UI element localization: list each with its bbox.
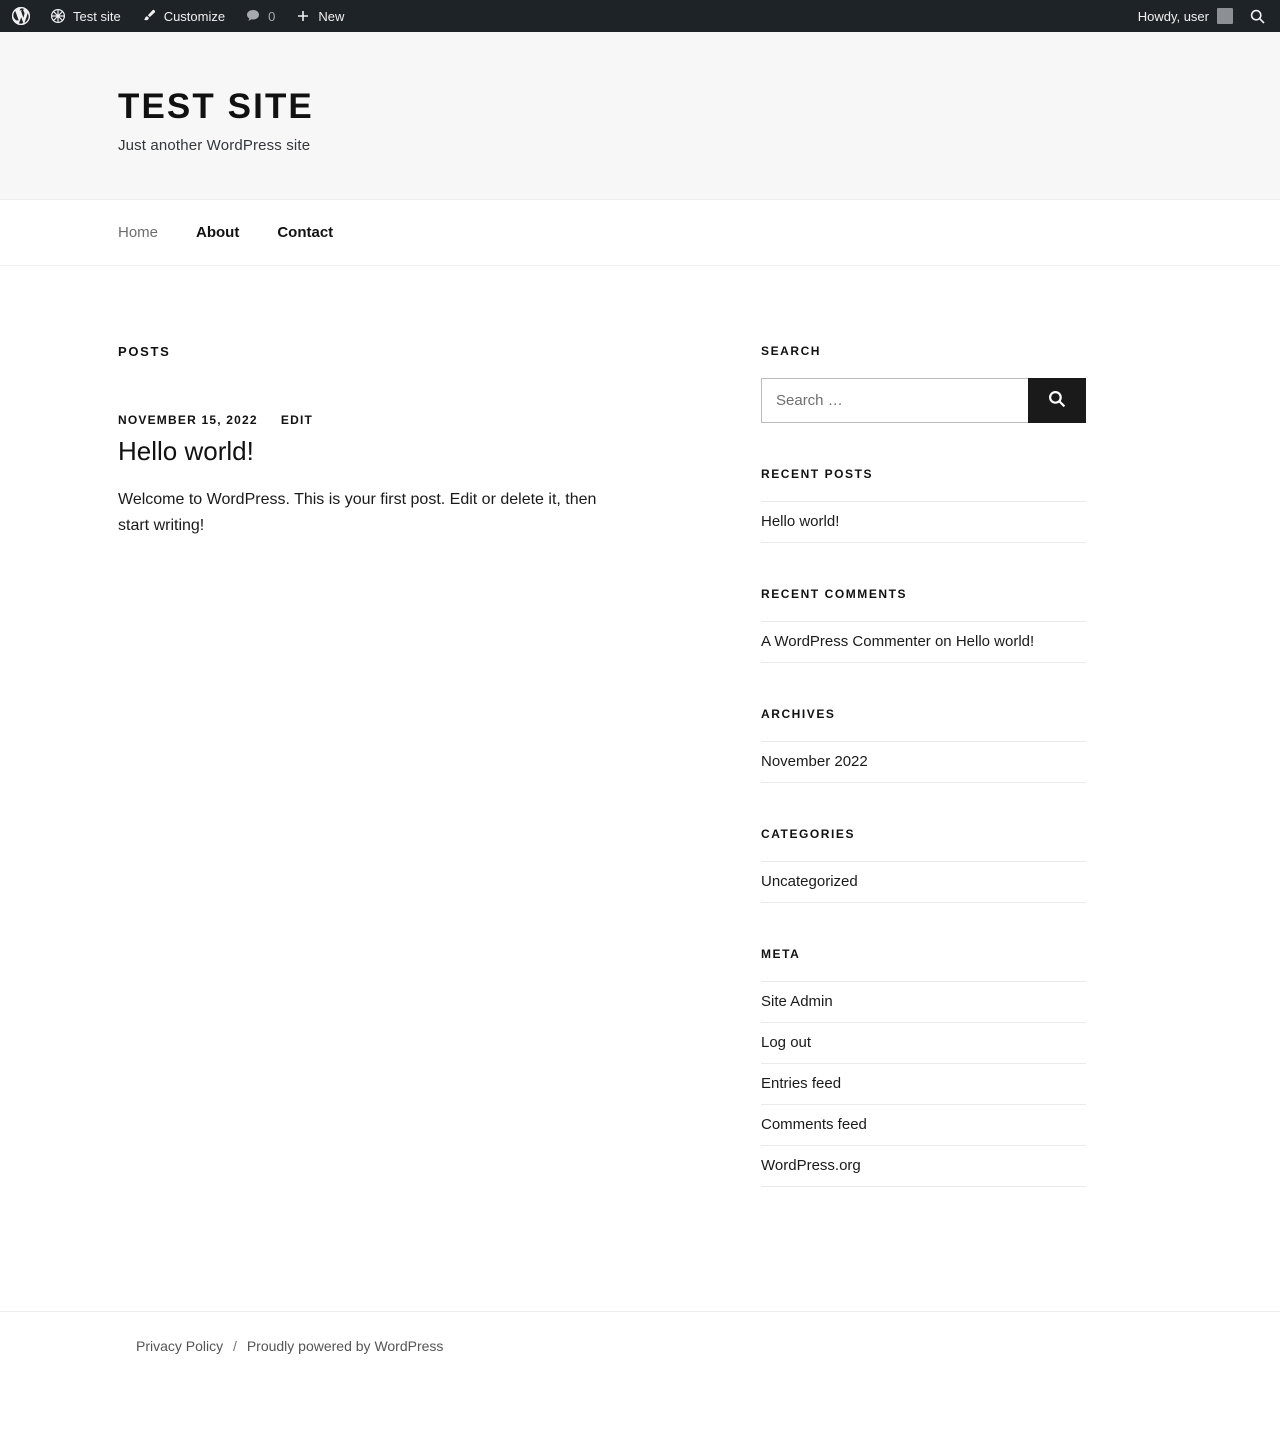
footer-credits — [118, 1338, 1162, 1354]
admin-bar-right — [1128, 0, 1280, 32]
recent-comments-list — [761, 621, 1086, 663]
widget-recent-posts — [761, 467, 1086, 543]
list-item — [761, 501, 1086, 543]
dashboard-icon — [50, 8, 66, 24]
admin-bar-wp-logo[interactable] — [0, 0, 40, 32]
widget-archives — [761, 707, 1086, 783]
admin-bar-customize-label: Customize — [163, 8, 226, 24]
search-icon — [1249, 8, 1266, 25]
admin-bar-comment-count: 0 — [268, 8, 276, 24]
main-content — [118, 344, 698, 1231]
admin-bar-comments[interactable] — [235, 0, 285, 32]
post-meta — [118, 413, 698, 427]
post-date-link[interactable]: NOVEMBER 15, 2022 — [118, 412, 258, 427]
list-item — [761, 1064, 1086, 1105]
list-item — [761, 1023, 1086, 1064]
archive-link[interactable]: November 2022 — [761, 752, 868, 770]
page-title[interactable]: TEST SITE — [118, 87, 314, 126]
meta-link-comments-feed[interactable]: Comments feed — [761, 1115, 867, 1133]
plus-icon — [295, 8, 311, 24]
content-area — [118, 266, 1162, 1311]
meta-link-site-admin[interactable]: Site Admin — [761, 992, 833, 1010]
comment-post-link[interactable]: Hello world! — [955, 632, 1035, 650]
search-form — [761, 378, 1086, 423]
widget-archives-title: ARCHIVES — [761, 706, 836, 721]
admin-bar-customize[interactable] — [131, 0, 235, 32]
meta-list — [761, 981, 1086, 1187]
categories-list — [761, 861, 1086, 903]
meta-link-log-out[interactable]: Log out — [761, 1033, 812, 1051]
widget-recent-comments-title: RECENT COMMENTS — [761, 586, 908, 601]
category-link[interactable]: Uncategorized — [761, 872, 858, 890]
widget-recent-comments — [761, 587, 1086, 663]
primary-navigation — [0, 200, 1280, 266]
admin-bar-site-name[interactable] — [40, 0, 131, 32]
post-title[interactable]: Hello world! — [118, 435, 254, 466]
recent-post-link[interactable]: Hello world! — [761, 512, 840, 530]
widget-recent-posts-title: RECENT POSTS — [761, 466, 874, 481]
archives-list — [761, 741, 1086, 783]
widget-meta-title: META — [761, 946, 801, 961]
widget-categories — [761, 827, 1086, 903]
admin-bar-new[interactable] — [285, 0, 354, 32]
admin-bar-howdy-label: Howdy, user — [1137, 8, 1209, 24]
widget-meta — [761, 947, 1086, 1187]
post-article — [118, 413, 698, 539]
wordpress-logo-icon — [11, 6, 31, 26]
search-icon — [1047, 389, 1067, 412]
admin-bar-my-account[interactable] — [1128, 8, 1241, 24]
list-item — [761, 1105, 1086, 1146]
post-excerpt: Welcome to WordPress. This is your first post. Edit or delete it, then start writing! — [118, 491, 597, 534]
admin-bar-new-label: New — [318, 8, 345, 24]
comment-author-link[interactable]: A WordPress Commenter — [761, 632, 931, 650]
meta-link-entries-feed[interactable]: Entries feed — [761, 1074, 842, 1092]
admin-bar-site-name-label: Test site — [73, 8, 121, 24]
widget-search-title: SEARCH — [761, 343, 822, 358]
list-item — [761, 861, 1086, 903]
posts-section-heading: POSTS — [118, 343, 171, 359]
footer-separator: / — [233, 1337, 237, 1354]
post-edit-link[interactable]: EDIT — [280, 412, 314, 427]
admin-bar — [0, 0, 1280, 32]
site-header — [0, 32, 1280, 200]
admin-bar-search-button[interactable] — [1241, 8, 1280, 25]
list-item — [761, 621, 1086, 663]
sidebar — [761, 344, 1086, 1231]
search-input[interactable] — [761, 378, 1028, 423]
nav-item-about[interactable]: About — [196, 223, 240, 241]
nav-item-contact[interactable]: Contact — [277, 223, 334, 241]
list-item — [761, 981, 1086, 1023]
avatar-icon — [1217, 8, 1233, 24]
paintbrush-icon — [141, 8, 157, 24]
recent-posts-list — [761, 501, 1086, 543]
site-description: Just another WordPress site — [118, 136, 311, 154]
widget-categories-title: CATEGORIES — [761, 826, 856, 841]
privacy-policy-link[interactable]: Privacy Policy — [136, 1337, 224, 1354]
comment-on-word: on — [934, 632, 952, 650]
powered-by-link[interactable]: Proudly powered by WordPress — [246, 1337, 444, 1354]
search-submit-button[interactable] — [1028, 378, 1086, 423]
comment-bubble-icon — [245, 8, 261, 24]
widget-search — [761, 344, 1086, 423]
nav-item-home[interactable]: Home — [118, 223, 159, 241]
site-footer — [0, 1311, 1280, 1388]
list-item — [761, 1146, 1086, 1187]
meta-link-wordpress-org[interactable]: WordPress.org — [761, 1156, 861, 1174]
list-item — [761, 741, 1086, 783]
